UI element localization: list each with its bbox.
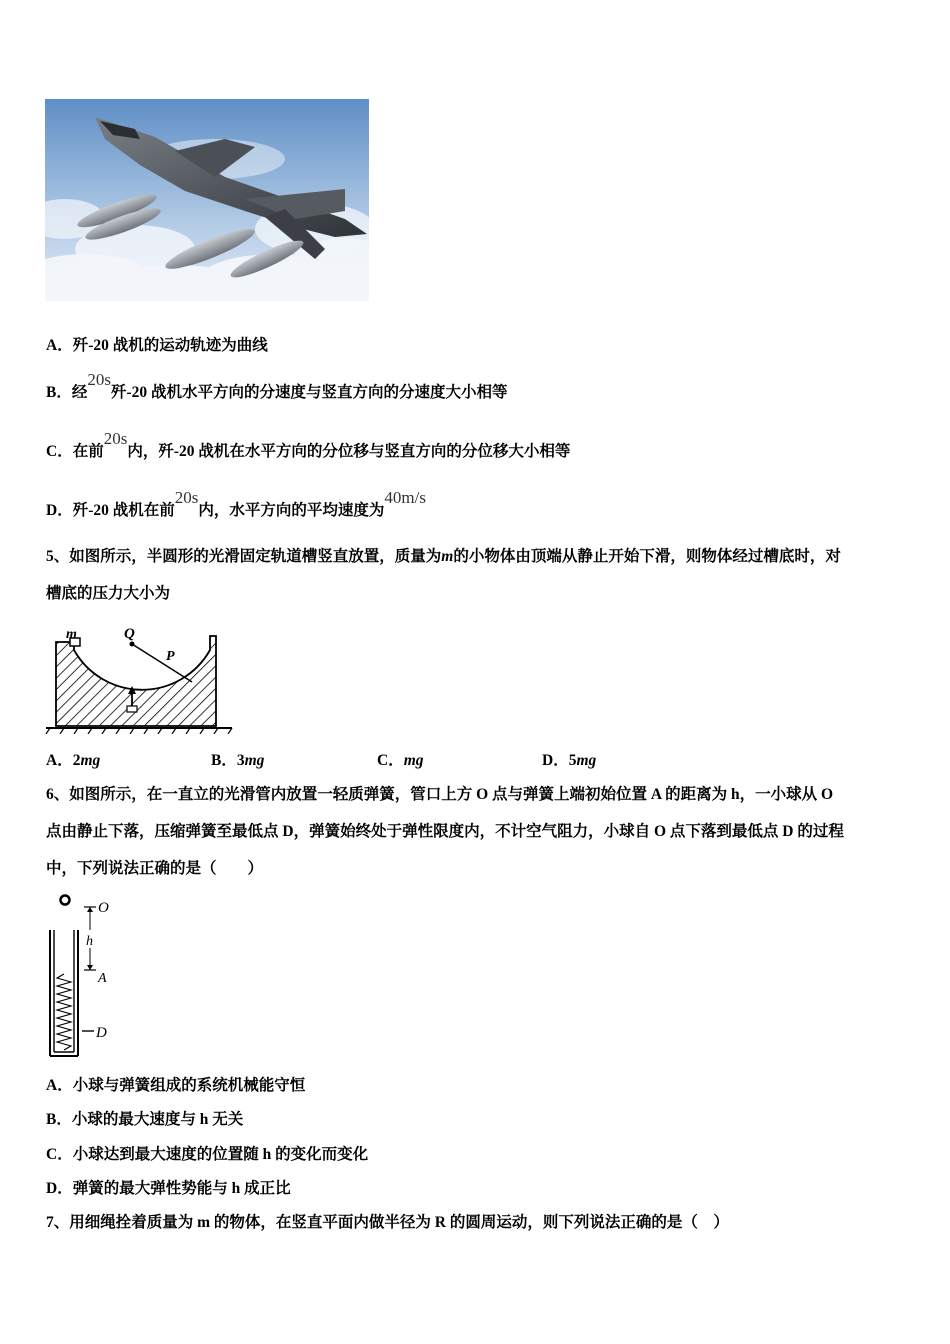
- q6-option-d-label: D．: [46, 1180, 73, 1197]
- label-o: O: [98, 900, 109, 916]
- q4-option-c-label: C．: [46, 443, 73, 460]
- q6-stem-line1: 6、如图所示，在一直立的光滑管内放置一轻质弹簧，管口上方 O 点与弹簧上端初始位置 A 的距离为 h，一小球从 O: [46, 786, 834, 803]
- label-a: A: [98, 971, 107, 986]
- q4-option-d-mid: 内，水平方向的平均速度为: [198, 502, 385, 519]
- label-m: m: [66, 627, 77, 642]
- q5-stem-post: 的小物体由顶端从静止开始下滑，则物体经过槽底时，对: [453, 548, 841, 565]
- q5-stem-pre: 5、如图所示，半圆形的光滑固定轨道槽竖直放置，质量为: [46, 548, 442, 565]
- q4-option-b: [46, 370, 508, 403]
- q5-option-d-label: D．: [542, 752, 569, 769]
- label-q: Q: [124, 626, 135, 642]
- q6-option-c-label: C．: [46, 1146, 73, 1163]
- q4-option-d-math2: 40m/s: [384, 488, 426, 507]
- q6-option-a: [46, 1076, 305, 1096]
- label-d: D: [96, 1025, 107, 1041]
- q5-option-c: [377, 751, 424, 771]
- q6-option-a-label: A．: [46, 1077, 73, 1094]
- q5-option-b-num: 3: [236, 752, 245, 769]
- q6-stem-line2: 点由静止下落，压缩弹簧至最低点 D，弹簧始终处于弹性限度内，不计空气阻力，小球自 O 点下落到最低点 D 的过程: [46, 823, 844, 840]
- q6-option-c: [46, 1145, 368, 1165]
- q5-option-d-var: mg: [576, 752, 597, 769]
- q5-stem-line1: [46, 547, 841, 567]
- q6-option-d: [46, 1179, 291, 1199]
- q4-option-a-label: A．: [46, 337, 73, 354]
- fighter-jet-photo: [45, 99, 369, 301]
- q4-option-b-label: B．: [46, 384, 72, 401]
- q6-option-c-text: 小球达到最大速度的位置随 h 的变化而变化: [72, 1146, 369, 1163]
- q5-option-b: [211, 751, 264, 771]
- q6-option-b-text: 小球的最大速度与 h 无关: [71, 1111, 244, 1128]
- q4-option-d-pre: 歼-20 战机在前: [72, 502, 175, 519]
- q5-option-b-label: B．: [211, 752, 237, 769]
- q4-option-a: [46, 336, 268, 356]
- q5-track-figure: [44, 622, 234, 734]
- q5-option-d-num: 5: [568, 752, 577, 769]
- q4-option-a-text: 歼-20 战机的运动轨迹为曲线: [72, 337, 268, 354]
- label-p: P: [166, 649, 175, 664]
- q6-tube-figure: [44, 890, 134, 1062]
- q7-stem-line1: 7、用细绳拴着质量为 m 的物体，在竖直平面内做半径为 R 的圆周运动，则下列说法正确的是（ ）: [46, 1214, 729, 1231]
- radius-line: [132, 644, 192, 682]
- q4-option-b-math: 20s: [87, 370, 111, 389]
- q4-option-d: [46, 488, 426, 521]
- label-h: h: [86, 934, 93, 949]
- q6-stem-line3: 中，下列说法正确的是（ ）: [46, 860, 264, 877]
- q4-option-c-pre: 在前: [72, 443, 104, 460]
- q5-option-a-var: mg: [80, 752, 101, 769]
- q6-option-b-label: B．: [46, 1111, 72, 1128]
- q5-stem-line2: 槽底的压力大小为: [46, 585, 171, 602]
- q5-stem-var: m: [441, 548, 454, 565]
- q6-option-a-text: 小球与弹簧组成的系统机械能守恒: [72, 1077, 306, 1094]
- q5-option-c-var: mg: [403, 752, 424, 769]
- ball: [61, 896, 70, 905]
- q6-option-b: [46, 1110, 243, 1130]
- q5-option-a-label: A．: [46, 752, 73, 769]
- q4-option-c-math: 20s: [103, 429, 128, 448]
- q5-option-a-num: 2: [72, 752, 81, 769]
- q4-option-c-post: 内，歼-20 战机在水平方向的分位移与竖直方向的分位移大小相等: [127, 443, 571, 460]
- q6-option-d-text: 弹簧的最大弹性势能与 h 成正比: [72, 1180, 291, 1197]
- q4-option-d-label: D．: [46, 502, 73, 519]
- q4-option-b-post: 歼-20 战机水平方向的分速度与竖直方向的分速度大小相等: [110, 384, 508, 401]
- q4-option-d-math: 20s: [174, 488, 199, 507]
- q5-option-d: [542, 751, 596, 771]
- spring: [57, 974, 71, 1050]
- q5-option-a: [46, 751, 100, 771]
- q5-option-c-label: C．: [377, 752, 404, 769]
- q5-option-b-var: mg: [244, 752, 265, 769]
- q4-option-b-pre: 经: [71, 384, 88, 401]
- q4-option-c: [46, 429, 571, 462]
